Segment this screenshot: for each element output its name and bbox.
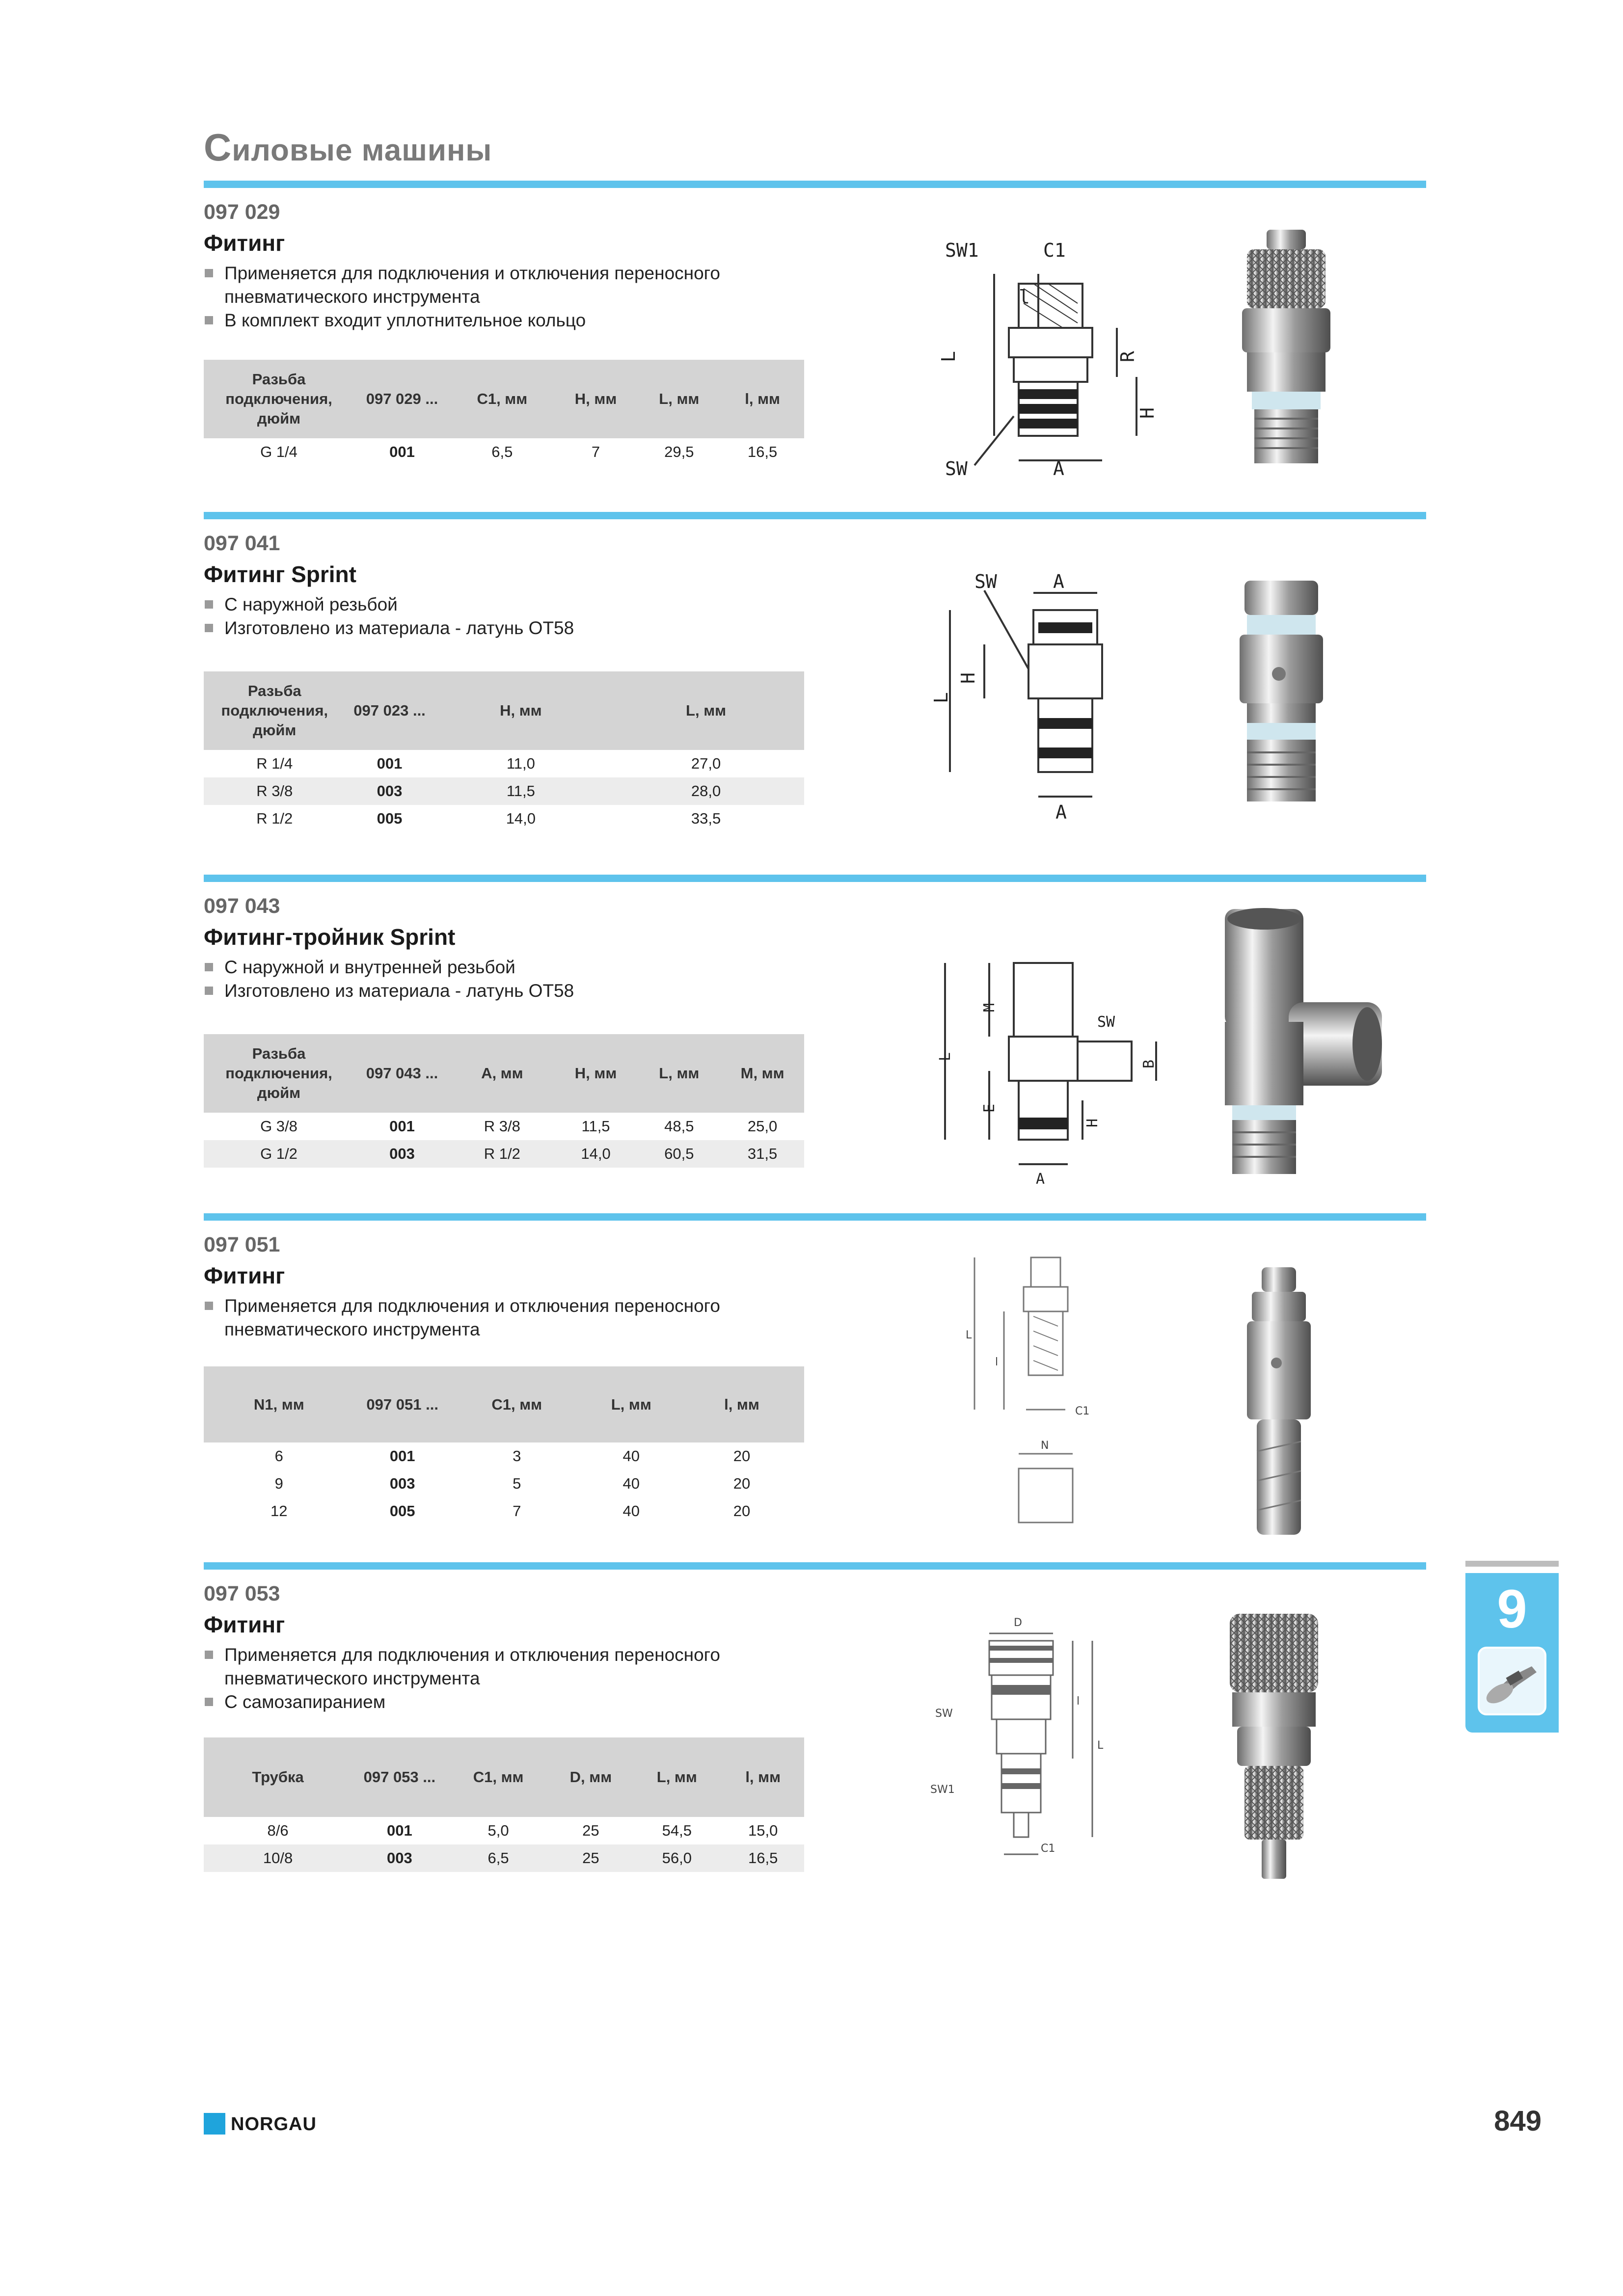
table-cell: 56,0 [632, 1844, 722, 1872]
table-cell: 40 [622, 1475, 640, 1492]
spec-table [204, 1737, 804, 1872]
table-row [204, 1442, 804, 1470]
product-name: Фитинг [204, 1612, 285, 1637]
table-row [204, 1140, 804, 1168]
table-cell: 11,0 [506, 755, 535, 772]
product-name: Фитинг [204, 230, 285, 256]
dimension-label: A [1053, 571, 1064, 592]
column-header: L, мм [637, 360, 721, 438]
column-header: A, мм [450, 1034, 554, 1113]
table-cell: 16,5 [747, 443, 778, 460]
feature-item: Применяется для подключения и отключения переносного пневматического инструмента [204, 1294, 822, 1341]
dimension-label: SW [974, 571, 997, 592]
product-code: 097 029 [204, 200, 280, 224]
dimension-label: R [1117, 351, 1138, 362]
product-name: Фитинг Sprint [204, 561, 356, 587]
table-cell: 001 [387, 1822, 412, 1839]
feature-item: Изготовлено из материала - латунь ОТ58 [204, 616, 822, 640]
column-header: 097 023 ... [346, 671, 434, 750]
dimension-label: C1 [1075, 1405, 1090, 1417]
column-header: Разьба подключения, дюйм [204, 671, 346, 750]
spec-table [204, 360, 804, 466]
section-divider [204, 181, 1426, 188]
table-cell: R 1/2 [256, 810, 293, 827]
table-cell: 31,5 [721, 1140, 804, 1168]
column-header: 097 043 ... [354, 1034, 450, 1113]
table-cell: 3 [513, 1447, 521, 1465]
dimension-label: H [1084, 1118, 1101, 1127]
dimension-label: L [937, 1052, 954, 1061]
product-section-097043 [204, 875, 1426, 1213]
product-section-097041 [204, 512, 1426, 855]
product-code: 097 041 [204, 532, 280, 555]
column-header: Разьба подключения, дюйм [204, 360, 354, 438]
dimension-label: L [930, 692, 952, 703]
table-cell: 60,5 [637, 1140, 721, 1168]
column-header: L, мм [583, 1366, 679, 1442]
table-cell: 12 [270, 1502, 288, 1520]
table-row [204, 1844, 804, 1872]
table-cell: 40 [622, 1502, 640, 1520]
table-cell: 25,0 [747, 1118, 778, 1135]
table-cell: 25 [550, 1844, 632, 1872]
feature-list [204, 956, 822, 1003]
table-row [204, 1817, 804, 1844]
feature-item: Применяется для подключения и отключения переносного пневматического инструмента [204, 262, 822, 309]
product-code: 097 053 [204, 1582, 280, 1605]
table-cell: 14,0 [554, 1140, 638, 1168]
section-divider [204, 512, 1426, 519]
table-row [204, 805, 804, 832]
dimension-label: SW1 [930, 1784, 955, 1796]
table-cell: 003 [354, 1140, 450, 1168]
table-cell: 20 [733, 1502, 751, 1520]
column-header: H, мм [434, 671, 608, 750]
feature-list [204, 262, 822, 332]
dimension-label: SW [935, 1708, 953, 1720]
dimension-label: A [1053, 458, 1064, 480]
feature-item: С наружной резьбой [204, 593, 822, 616]
feature-list [204, 1294, 822, 1341]
table-cell: 25 [582, 1822, 599, 1839]
table-cell: 33,5 [691, 810, 721, 827]
table-cell: G 1/2 [204, 1140, 354, 1168]
table-cell: 5,0 [487, 1822, 509, 1839]
dimension-label: H [957, 672, 979, 684]
column-header: Трубка [204, 1737, 352, 1817]
table-cell: 20 [733, 1475, 751, 1492]
table-cell: 14,0 [506, 810, 536, 827]
table-cell: 10/8 [204, 1844, 352, 1872]
column-header: C1, мм [447, 1737, 550, 1817]
table-cell: G 3/8 [260, 1118, 298, 1135]
table-cell: 003 [346, 777, 434, 805]
product-photo [1225, 225, 1348, 480]
table-cell: R 3/8 [204, 777, 346, 805]
table-cell: R 1/4 [256, 755, 293, 772]
feature-item: В комплект входит уплотнительное кольцо [204, 309, 822, 332]
dimension-label: l [1019, 286, 1030, 308]
column-header: D, мм [550, 1737, 632, 1817]
dimension-label: M [981, 1003, 998, 1012]
table-row [204, 1470, 804, 1497]
technical-drawing [930, 571, 1161, 836]
table-cell: 16,5 [722, 1844, 804, 1872]
spec-table [204, 1034, 804, 1168]
page-number: 849 [1494, 2105, 1542, 2137]
dimension-label: l [995, 1356, 999, 1368]
dimension-label: SW [1097, 1014, 1115, 1031]
table-cell: 005 [377, 810, 403, 827]
product-code: 097 051 [204, 1233, 280, 1256]
product-section-097029 [204, 181, 1426, 505]
table-row [204, 777, 804, 805]
table-row [204, 1113, 804, 1140]
column-header: 097 051 ... [354, 1366, 451, 1442]
dimension-label: E [981, 1103, 998, 1113]
dimension-label: A [1055, 801, 1067, 823]
dimension-label: SW1 [945, 240, 979, 261]
technical-drawing [935, 230, 1161, 485]
product-photo [1210, 1609, 1338, 1884]
product-name: Фитинг-тройник Sprint [204, 924, 456, 950]
table-cell: 7 [513, 1502, 521, 1520]
table-cell: 6,5 [491, 443, 513, 460]
table-cell: 28,0 [608, 777, 804, 805]
table-cell: 001 [389, 1447, 415, 1465]
table-cell: 6 [274, 1447, 283, 1465]
brand-logo: NORGAU [231, 2114, 317, 2135]
column-header: H, мм [554, 1034, 638, 1113]
table-cell: 005 [389, 1502, 415, 1520]
feature-item: Изготовлено из материала - латунь ОТ58 [204, 979, 822, 1003]
column-header: L, мм [632, 1737, 722, 1817]
feature-item: Применяется для подключения и отключения переносного пневматического инструмента [204, 1643, 822, 1690]
table-row [204, 1497, 804, 1525]
column-header: M, мм [721, 1034, 804, 1113]
column-header: L, мм [637, 1034, 721, 1113]
feature-item: С самозапиранием [204, 1690, 822, 1714]
table-cell: G 1/4 [260, 443, 298, 460]
column-header: 097 053 ... [352, 1737, 447, 1817]
column-header: C1, мм [451, 1366, 583, 1442]
column-header: C1, мм [450, 360, 554, 438]
technical-drawing [930, 1611, 1141, 1876]
feature-list [204, 593, 822, 640]
section-divider [204, 1213, 1426, 1221]
column-header: H, мм [554, 360, 638, 438]
page-title: Силовые машины [204, 126, 492, 169]
product-photo [1225, 576, 1338, 811]
product-name: Фитинг [204, 1263, 285, 1288]
product-photo [1230, 1265, 1328, 1540]
angle-grinder-icon [1478, 1647, 1546, 1715]
table-cell: 29,5 [664, 443, 694, 460]
column-header: L, мм [608, 671, 804, 750]
dimension-label: SW [945, 458, 968, 480]
column-header: Разьба подключения, дюйм [204, 1034, 354, 1113]
table-cell: R 1/2 [450, 1140, 554, 1168]
dimension-label: L [938, 351, 959, 362]
technical-drawing [945, 1253, 1132, 1537]
dimension-label: D [1014, 1617, 1022, 1629]
table-cell: 001 [389, 443, 415, 460]
column-header: N1, мм [204, 1366, 354, 1442]
table-cell: 6,5 [447, 1844, 550, 1872]
table-cell: 7 [591, 443, 600, 460]
column-header: l, мм [679, 1366, 804, 1442]
dimension-label: A [1036, 1171, 1045, 1188]
table-cell: 001 [377, 755, 403, 772]
dimension-label: C1 [1041, 1842, 1055, 1855]
spec-table [204, 671, 804, 832]
dimension-label: l [1077, 1695, 1080, 1708]
product-photo [1205, 904, 1392, 1179]
feature-list [204, 1643, 822, 1714]
table-cell: 20 [733, 1447, 751, 1465]
chapter-number: 9 [1497, 1579, 1527, 1639]
table-cell: 003 [389, 1475, 415, 1492]
spec-table [204, 1366, 804, 1525]
table-cell: 003 [352, 1844, 447, 1872]
column-header: 097 029 ... [354, 360, 450, 438]
dimension-label: B [1140, 1059, 1158, 1068]
dimension-label: N [1041, 1440, 1049, 1452]
dimension-label: L [1097, 1739, 1104, 1752]
table-cell: 11,5 [434, 777, 608, 805]
table-cell: 11,5 [581, 1118, 610, 1135]
table-cell: 54,5 [662, 1822, 692, 1839]
technical-drawing [935, 948, 1161, 1194]
section-divider [204, 1562, 1426, 1570]
feature-item: С наружной и внутренней резьбой [204, 956, 822, 979]
brand-logo-mark [204, 2113, 225, 2135]
table-cell: 9 [274, 1475, 283, 1492]
table-cell: 15,0 [748, 1822, 778, 1839]
table-row [204, 750, 804, 777]
chapter-tab[interactable] [1465, 1573, 1559, 1733]
product-section-097053 [204, 1562, 1426, 1916]
table-cell: 8/6 [267, 1822, 289, 1839]
column-header: l, мм [721, 360, 804, 438]
dimension-label: H [1136, 407, 1158, 419]
table-cell: 48,5 [664, 1118, 694, 1135]
table-cell: R 3/8 [484, 1118, 520, 1135]
column-header: l, мм [722, 1737, 804, 1817]
dimension-label: L [966, 1329, 972, 1341]
table-cell: 27,0 [691, 755, 721, 772]
table-cell: 5 [513, 1475, 521, 1492]
chapter-tab-bar [1465, 1561, 1559, 1567]
table-cell: 001 [389, 1118, 415, 1135]
product-code: 097 043 [204, 894, 280, 918]
product-section-097051 [204, 1213, 1426, 1557]
table-cell: 40 [622, 1447, 640, 1465]
table-row [204, 438, 804, 466]
dimension-label: C1 [1043, 240, 1066, 261]
section-divider [204, 875, 1426, 882]
